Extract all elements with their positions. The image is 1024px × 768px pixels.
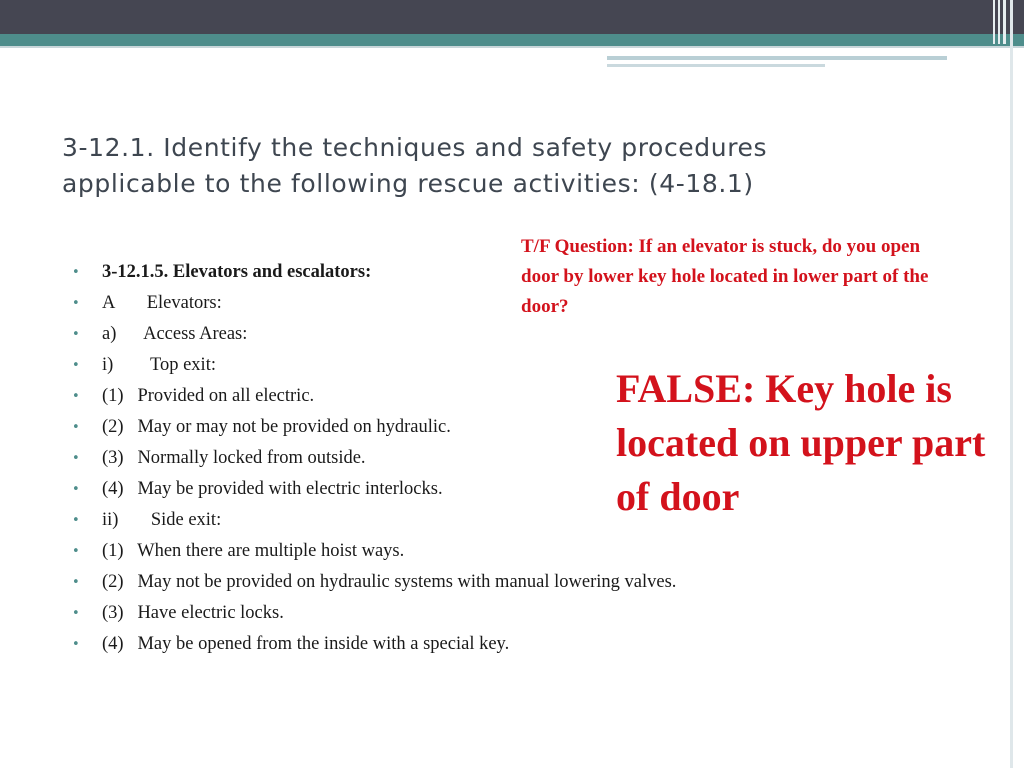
bullet-item [72, 505, 676, 536]
bullet-marker-icon: • [72, 482, 80, 497]
bullet-item [72, 319, 676, 350]
bullet-text: (4) May be opened from the inside with a special key. [102, 634, 510, 654]
top-dark-band [0, 0, 1024, 34]
bullet-text: (3) Have electric locks. [102, 603, 284, 623]
bullet-text: a) Access Areas: [102, 324, 248, 344]
bullet-marker-icon: • [72, 513, 80, 528]
bullet-text: (1) When there are multiple hoist ways. [102, 541, 405, 561]
bullet-text: (2) May not be provided on hydraulic systems with manual lowering valves. [102, 572, 677, 592]
bullet-marker-icon: • [72, 265, 80, 280]
bullet-item [72, 350, 676, 381]
bullet-marker-icon: • [72, 451, 80, 466]
bullet-marker-icon: • [72, 606, 80, 621]
bullet-marker-icon: • [72, 327, 80, 342]
decorative-vertical-bar-2 [998, 0, 1000, 44]
decorative-line-upper [607, 56, 947, 60]
bullet-marker-icon: • [72, 637, 80, 652]
bullet-marker-icon: • [72, 544, 80, 559]
tf-question-callout: T/F Question: If an elevator is stuck, do you open door by lower key hole located in lower part of the door? [521, 236, 929, 317]
decorative-line-lower [607, 64, 825, 67]
answer-callout: FALSE: Key hole is located on upper part of door [616, 366, 986, 519]
bullet-marker-icon: • [72, 575, 80, 590]
bullet-text: (2) May or may not be provided on hydraulic. [102, 417, 451, 437]
bullet-text: (3) Normally locked from outside. [102, 448, 366, 468]
bullet-item [72, 629, 676, 660]
decorative-vertical-bar-3 [1003, 0, 1006, 44]
slide-title: 3-12.1. Identify the techniques and safety procedures applicable to the following rescue activities: (4-18.1) [62, 133, 768, 198]
decorative-vertical-bar-1 [993, 0, 995, 44]
bullet-marker-icon: • [72, 389, 80, 404]
bullet-text: ii) Side exit: [102, 510, 222, 530]
top-light-line [0, 46, 1024, 48]
bullet-text: (4) May be provided with electric interlocks. [102, 479, 443, 499]
bullet-marker-icon: • [72, 358, 80, 373]
bullet-text: 3-12.1.5. Elevators and escalators: [102, 262, 372, 282]
bullet-item [72, 381, 676, 412]
bullet-item [72, 474, 676, 505]
bullet-text: A Elevators: [102, 293, 222, 313]
bullet-item [72, 567, 676, 598]
bullet-item [72, 598, 676, 629]
bullet-text: i) Top exit: [102, 355, 216, 375]
top-teal-band [0, 34, 1024, 46]
bullet-marker-icon: • [72, 296, 80, 311]
bullet-item [72, 536, 676, 567]
bullet-item [72, 443, 676, 474]
bullet-text: (1) Provided on all electric. [102, 386, 315, 406]
bullet-item [72, 412, 676, 443]
bullet-marker-icon: • [72, 420, 80, 435]
